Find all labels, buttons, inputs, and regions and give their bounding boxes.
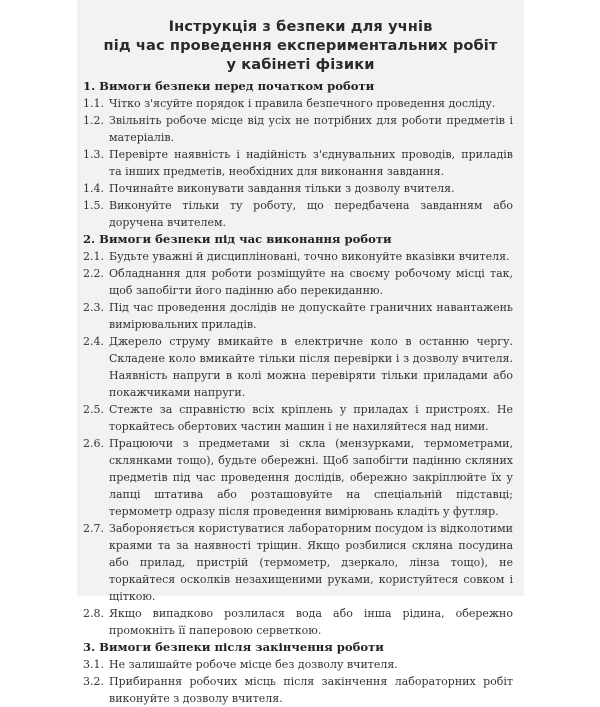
item-number: 1.5. (83, 199, 104, 212)
document-body (83, 78, 513, 707)
item-number: 1.3. (83, 148, 104, 161)
section-heading-1: 1. Вимоги безпеки перед початком роботи (83, 79, 375, 93)
item-text: Перевірте наявність і надійність з'єднувальних проводів, приладів та інших предметів, необхідних для виконання завдання. (109, 148, 513, 178)
list-item (83, 435, 513, 520)
item-number: 2.3. (83, 301, 104, 314)
item-number: 2.5. (83, 403, 104, 416)
list-item (83, 197, 513, 231)
item-number: 1.4. (83, 182, 104, 195)
item-text: Стежте за справністю всіх кріплень у приладах і пристроях. Не торкайтесь обертових частин машин і не нахиляйтеся над ними. (109, 403, 513, 433)
item-text: Починайте виконувати завдання тільки з дозволу вчителя. (109, 182, 455, 195)
list-item (83, 180, 513, 197)
list-item (83, 112, 513, 146)
item-text: Чітко з'ясуйте порядок і правила безпечного проведення досліду. (109, 97, 496, 110)
item-number: 2.1. (83, 250, 104, 263)
item-number: 3.2. (83, 675, 104, 688)
list-item (83, 299, 513, 333)
item-text: Забороняється користуватися лабораторним посудом із відколотими краями та за наявності тріщин. Якщо розбилися скляна посудина або прилад, пристрій (термометр, дзеркало, лінза тощо), не торкайтеся осколків незахищеними руками, користуйтеся совком і щіткою. (109, 522, 513, 603)
title-line-3: у кабінеті фізики (226, 56, 375, 73)
list-item (83, 673, 513, 707)
list-item (83, 520, 513, 605)
item-number: 3.1. (83, 658, 104, 671)
item-text: Обладнання для роботи розміщуйте на своєму робочому місці так, щоб запобігти його падінню або перекиданню. (109, 267, 513, 297)
item-number: 1.2. (83, 114, 104, 127)
item-text: Працюючи з предметами зі скла (мензурками, термометрами, склянками тощо), будьте обережні. Щоб запобігти падінню скляних предметів під час проведення дослідів, обережно закріплюйте їх у лапці штатива або розташовуйте на спеціальній підставці; термометр одразу після проведення вимірювань кладіть у футляр. (109, 437, 513, 518)
item-number: 2.4. (83, 335, 104, 348)
item-text: Звільніть робоче місце від усіх не потрібних для роботи предметів і матеріалів. (109, 114, 513, 144)
item-text: Не залишайте робоче місце без дозволу вчителя. (109, 658, 398, 671)
item-text: Під час проведення дослідів не допускайте граничних навантажень вимірювальних приладів. (109, 301, 513, 331)
title-line-2: під час проведення експериментальних робіт (103, 37, 498, 54)
item-text: Якщо випадково розлилася вода або інша рідина, обережно промокніть її паперовою серветкою. (109, 607, 513, 637)
list-item (83, 265, 513, 299)
item-number: 2.2. (83, 267, 104, 280)
document-page (77, 0, 524, 705)
list-item (83, 146, 513, 180)
list-item (83, 656, 513, 673)
title-line-1: Інструкція з безпеки для учнів (168, 18, 433, 35)
item-number: 2.7. (83, 522, 104, 535)
document-title (77, 17, 524, 74)
item-text: Виконуйте тільки ту роботу, що передбачена завданням або доручена вчителем. (109, 199, 513, 229)
list-item (83, 333, 513, 401)
list-item (83, 95, 513, 112)
item-text: Прибирання робочих місць після закінчення лабораторних робіт виконуйте з дозволу вчителя. (109, 675, 513, 705)
list-item (83, 248, 513, 265)
item-text: Джерело струму вмикайте в електричне коло в останню чергу. Складене коло вмикайте тільки після перевірки і з дозволу вчителя. Наявність напруги в колі можна перевіряти тільки приладами або покажчиками напруги. (109, 335, 513, 399)
list-item (83, 605, 513, 639)
section-heading-2: 2. Вимоги безпеки під час виконання роботи (83, 232, 392, 246)
list-item (83, 401, 513, 435)
item-number: 2.6. (83, 437, 104, 450)
item-text: Будьте уважні й дисципліновані, точно виконуйте вказівки вчителя. (109, 250, 510, 263)
item-number: 1.1. (83, 97, 104, 110)
item-number: 2.8. (83, 607, 104, 620)
section-heading-3: 3. Вимоги безпеки після закінчення роботи (83, 640, 384, 654)
